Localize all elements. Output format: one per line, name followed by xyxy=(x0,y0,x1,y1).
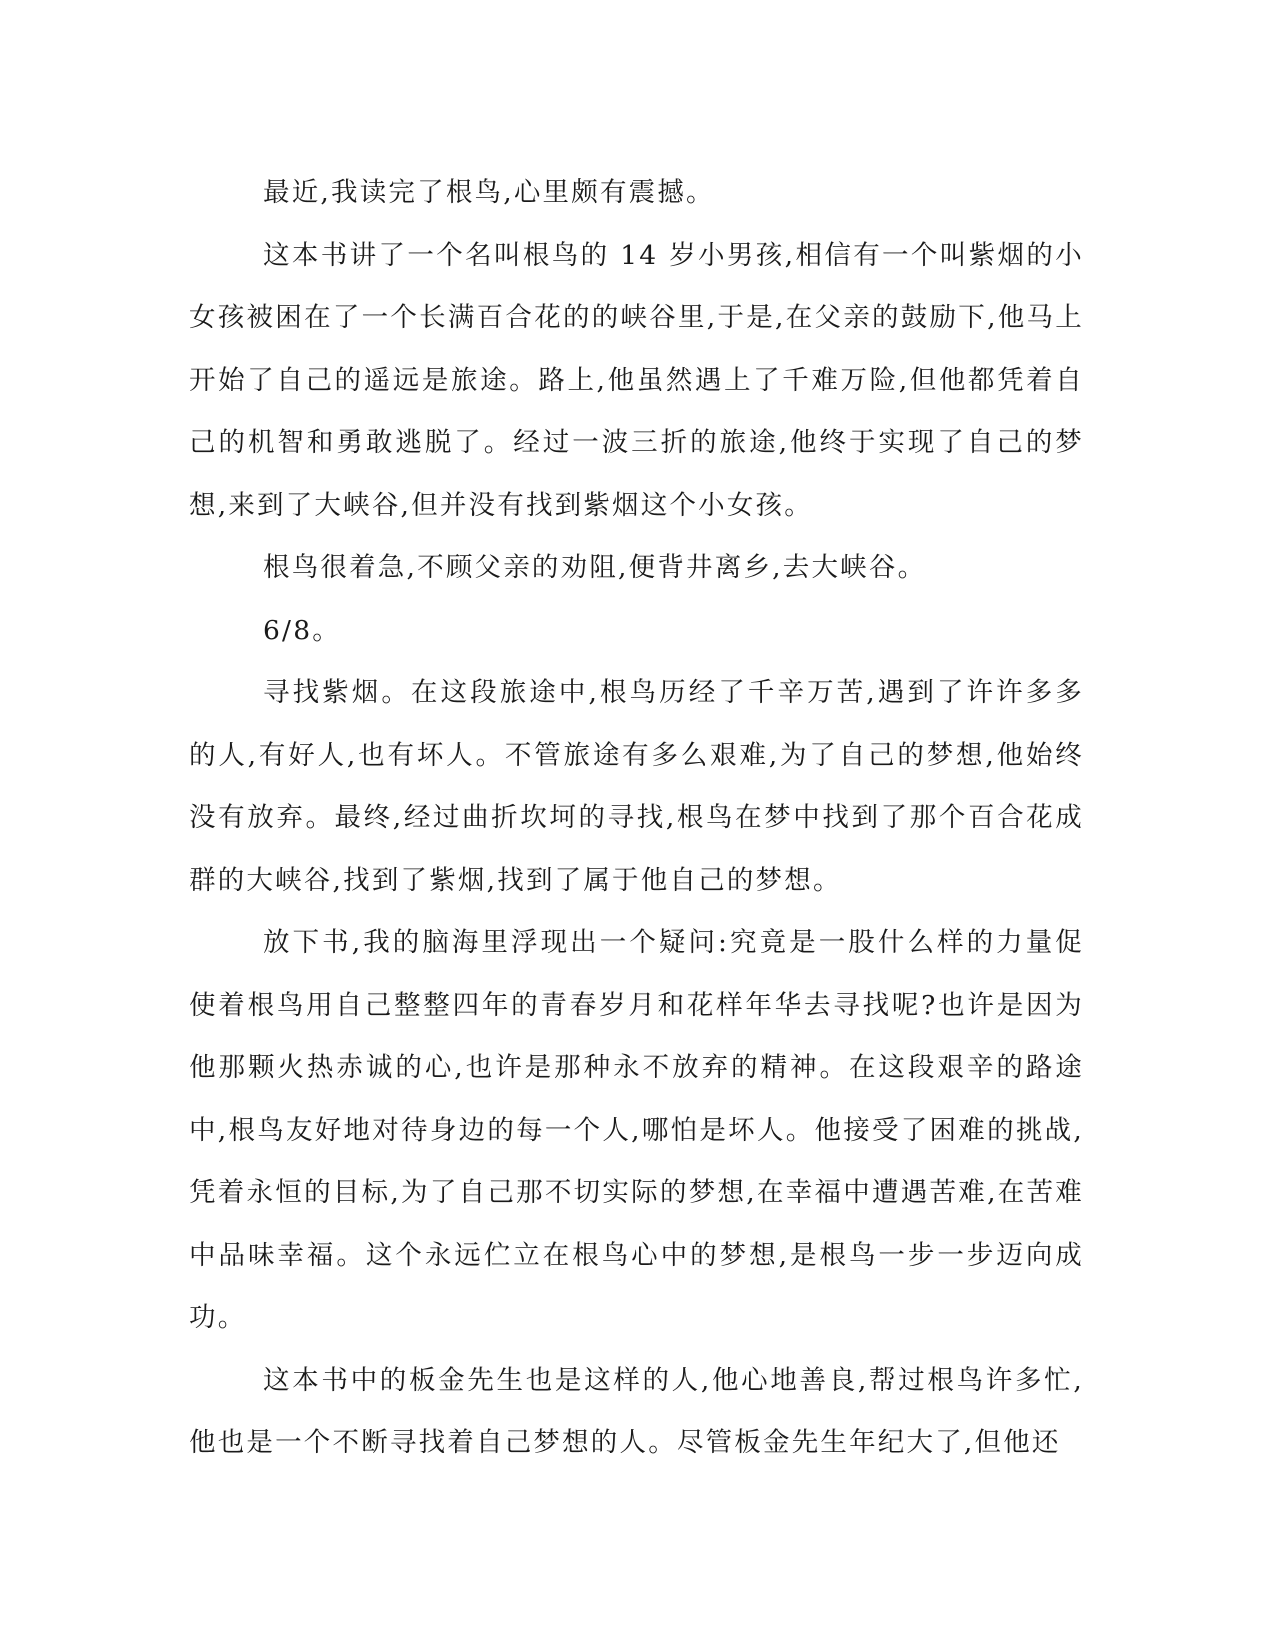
paragraph-3: 根鸟很着急,不顾父亲的劝阻,便背井离乡,去大峡谷。 xyxy=(263,552,927,583)
paragraph-5: 寻找紫烟。在这段旅途中,根鸟历经了千辛万苦,遇到了许许多多的人,有好人,也有坏人。不管旅途有多么艰难,为了自己的梦想,他始终没有放弃。最终,经过曲折坎坷的寻找,根鸟在梦中找到了那个百合花成群的大峡谷,找到了紫烟,找到了属于他自己的梦想。 xyxy=(189,677,1084,896)
body-text xyxy=(189,162,1084,1475)
paragraph-7: 这本书中的板金先生也是这样的人,他心地善良,帮过根鸟许多忙,他也是一个不断寻找着自己梦想的人。尽管板金先生年纪大了,但他还 xyxy=(189,1364,1084,1458)
paragraph-6: 放下书,我的脑海里浮现出一个疑问:究竟是一股什么样的力量促使着根鸟用自己整整四年的青春岁月和花样年华去寻找呢?也许是因为他那颗火热赤诚的心,也许是那种永不放弃的精神。在这段艰辛的路途中,根鸟友好地对待身边的每一个人,哪怕是坏人。他接受了困难的挑战,凭着永恒的目标,为了自己那不切实际的梦想,在幸福中遭遇苦难,在苦难中品味幸福。这个永远伫立在根鸟心中的梦想,是根鸟一步一步迈向成功。 xyxy=(189,927,1084,1333)
paragraph-1: 最近,我读完了根鸟,心里颇有震撼。 xyxy=(263,177,715,208)
paragraph-2: 这本书讲了一个名叫根鸟的 14 岁小男孩,相信有一个叫紫烟的小女孩被困在了一个长满百合花的的峡谷里,于是,在父亲的鼓励下,他马上开始了自己的遥远是旅途。路上,他虽然遇上了千难万险,但他都凭着自己的机智和勇敢逃脱了。经过一波三折的旅途,他终于实现了自己的梦想,来到了大峡谷,但并没有找到紫烟这个小女孩。 xyxy=(189,239,1084,521)
paragraph-4: 6/8。 xyxy=(263,614,341,646)
